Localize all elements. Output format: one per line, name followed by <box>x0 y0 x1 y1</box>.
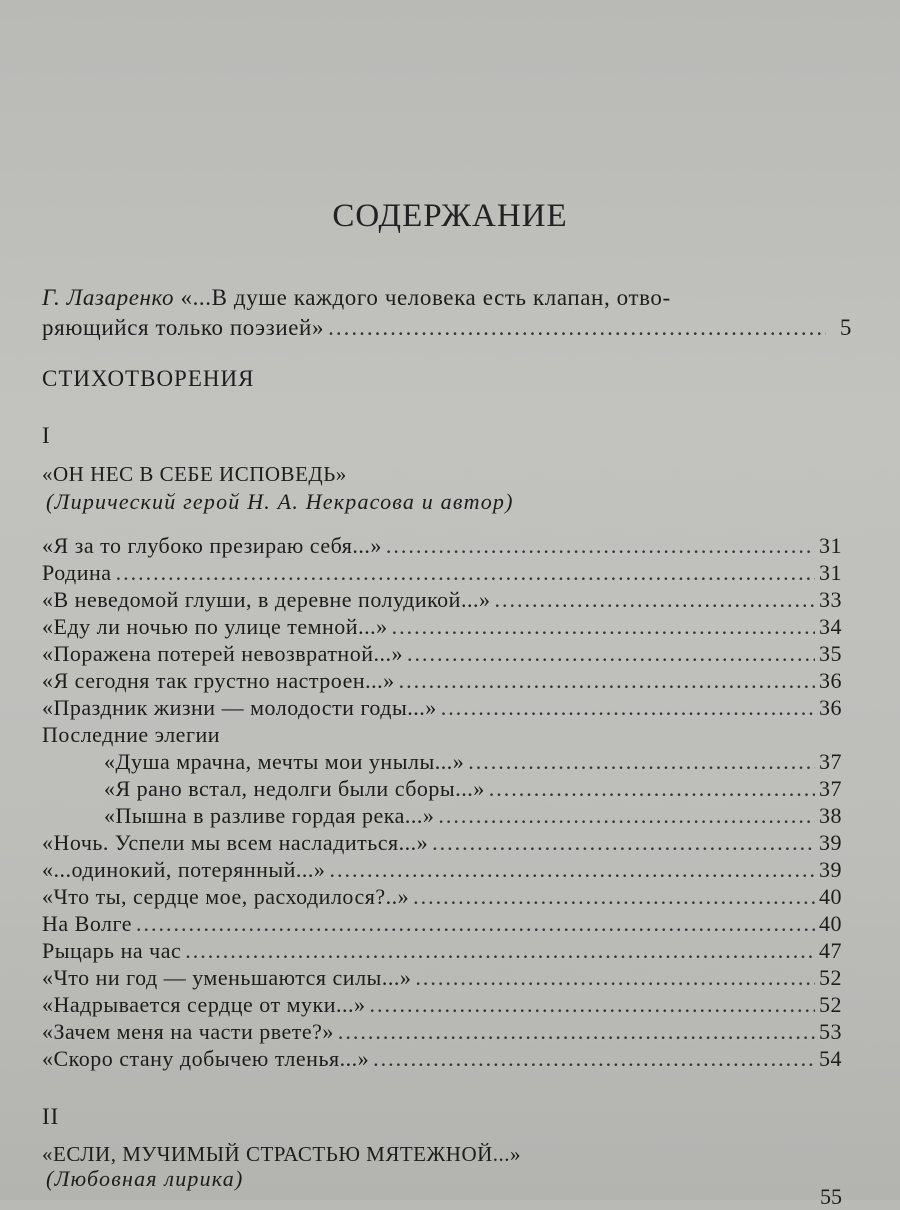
toc-entry-title: «Пышна в разливе гордая река...» <box>104 803 435 828</box>
toc-entry-title: «Зачем меня на части рвете?» <box>42 1019 334 1044</box>
toc-entry-title: «Еду ли ночью по улице темной...» <box>42 614 388 639</box>
toc-entry <box>42 829 842 856</box>
dot-leader <box>386 532 815 559</box>
dot-leader <box>185 937 815 964</box>
section-heading-poems: СТИХОТВОРЕНИЯ <box>42 366 255 391</box>
toc-entry-title: «Поражена потерей невозвратной...» <box>42 641 403 666</box>
toc-entry-title: «Я сегодня так грустно настроен...» <box>42 668 395 693</box>
dot-leader <box>328 313 826 343</box>
preface-title-line-1: «...В душе каждого человека есть клапан, отво- <box>180 285 671 310</box>
toc-entry-page: 47 <box>819 938 842 963</box>
toc-entry <box>42 991 842 1018</box>
dot-leader <box>438 802 815 829</box>
dot-leader <box>468 748 815 775</box>
dot-leader <box>116 559 815 586</box>
toc-list-part1 <box>42 532 842 1072</box>
page-title: СОДЕРЖАНИЕ <box>332 198 568 234</box>
dot-leader <box>136 910 815 937</box>
toc-entry-page: 54 <box>819 1046 842 1071</box>
toc-entry-title: «В неведомой глуши, в деревне полудикой...» <box>42 587 491 612</box>
toc-entry-page: 40 <box>819 911 842 936</box>
toc-entry <box>42 1018 842 1045</box>
toc-group-title <box>42 721 842 748</box>
toc-entry-page: 31 <box>819 533 842 558</box>
preface-line-1 <box>42 283 852 313</box>
preface-line-2 <box>42 313 852 343</box>
dot-leader <box>329 856 815 883</box>
toc-entry-title: «Что ни год — уменьшаются силы...» <box>42 965 412 990</box>
toc-entry-page: 36 <box>819 668 842 693</box>
dot-leader <box>494 586 815 613</box>
dot-leader <box>392 613 815 640</box>
toc-entry-title: «Праздник жизни — молодости годы...» <box>42 695 437 720</box>
part-numeral-1: I <box>42 423 51 448</box>
toc-entry-page: 39 <box>819 857 842 882</box>
dot-leader <box>413 883 815 910</box>
toc-entry-page: 34 <box>819 614 842 639</box>
preface-entry <box>42 283 852 343</box>
part2-first-page: 55 <box>820 1184 842 1209</box>
dot-leader <box>441 694 815 721</box>
toc-entry-page: 38 <box>819 803 842 828</box>
toc-entry-title: «Я за то глубоко презираю себя...» <box>42 533 382 558</box>
toc-entry-title: «Надрывается сердце от муки...» <box>42 992 366 1017</box>
part2-heading: «ЕСЛИ, МУЧИМЫЙ СТРАСТЬЮ МЯТЕЖНОЙ...» <box>42 1142 522 1166</box>
dot-leader <box>489 775 815 802</box>
toc-entry-page: 37 <box>819 749 842 774</box>
toc-entry-title: Родина <box>42 560 112 585</box>
toc-entry-title: Последние элегии <box>42 722 221 747</box>
toc-entry-title: «Душа мрачна, мечты мои унылы...» <box>104 749 465 774</box>
toc-entry-page: 40 <box>819 884 842 909</box>
toc-entry-page: 52 <box>819 992 842 1017</box>
preface-title-line-2: ряющийся только поэзией» <box>42 315 325 340</box>
toc-entry-page: 39 <box>819 830 842 855</box>
dot-leader <box>369 991 815 1018</box>
toc-entry-page: 33 <box>819 587 842 612</box>
toc-entry <box>42 856 842 883</box>
toc-entry <box>42 964 842 991</box>
toc-entry <box>42 586 842 613</box>
toc-entry <box>42 937 842 964</box>
toc-entry-page: 36 <box>819 695 842 720</box>
toc-entry-title: «Скоро стану добычею тленья...» <box>42 1046 370 1071</box>
toc-entry-title: «Ночь. Успели мы всем насладиться...» <box>42 830 429 855</box>
toc-entry-title: «...одинокий, потерянный...» <box>42 857 326 882</box>
toc-entry-title: Рыцарь на час <box>42 938 182 963</box>
toc-entry <box>42 613 842 640</box>
dot-leader <box>415 964 815 991</box>
toc-entry <box>42 640 842 667</box>
dot-leader <box>432 829 815 856</box>
toc-entry <box>42 775 842 802</box>
dot-leader <box>407 640 815 667</box>
toc-entry <box>42 667 842 694</box>
dot-leader <box>373 1045 815 1072</box>
preface-author: Г. Лазаренко <box>42 285 175 310</box>
toc-entry <box>42 883 842 910</box>
toc-entry-title: На Волге <box>42 911 133 936</box>
toc-entry-title: «Что ты, сердце мое, расходилося?..» <box>42 884 410 909</box>
part2-subheading: (Любовная лирика) <box>46 1166 244 1191</box>
toc-entry-page: 37 <box>819 776 842 801</box>
toc-entry <box>42 1045 842 1072</box>
toc-entry <box>42 910 842 937</box>
toc-entry <box>42 802 842 829</box>
part1-heading: «ОН НЕС В СЕБЕ ИСПОВЕДЬ» <box>42 462 347 486</box>
toc-entry-page: 31 <box>819 560 842 585</box>
dot-leader <box>399 667 815 694</box>
part1-subheading: (Лирический герой Н. А. Некрасова и автор) <box>46 489 514 514</box>
toc-entry-page: 53 <box>819 1019 842 1044</box>
toc-entry <box>42 748 842 775</box>
toc-entry <box>42 532 842 559</box>
part-numeral-2: II <box>42 1104 60 1129</box>
toc-entry-page: 52 <box>819 965 842 990</box>
dot-leader <box>338 1018 815 1045</box>
preface-page: 5 <box>839 315 852 340</box>
toc-entry-page: 35 <box>819 641 842 666</box>
toc-entry <box>42 694 842 721</box>
toc-entry <box>42 559 842 586</box>
toc-entry-title: «Я рано встал, недолги были сборы...» <box>104 776 485 801</box>
